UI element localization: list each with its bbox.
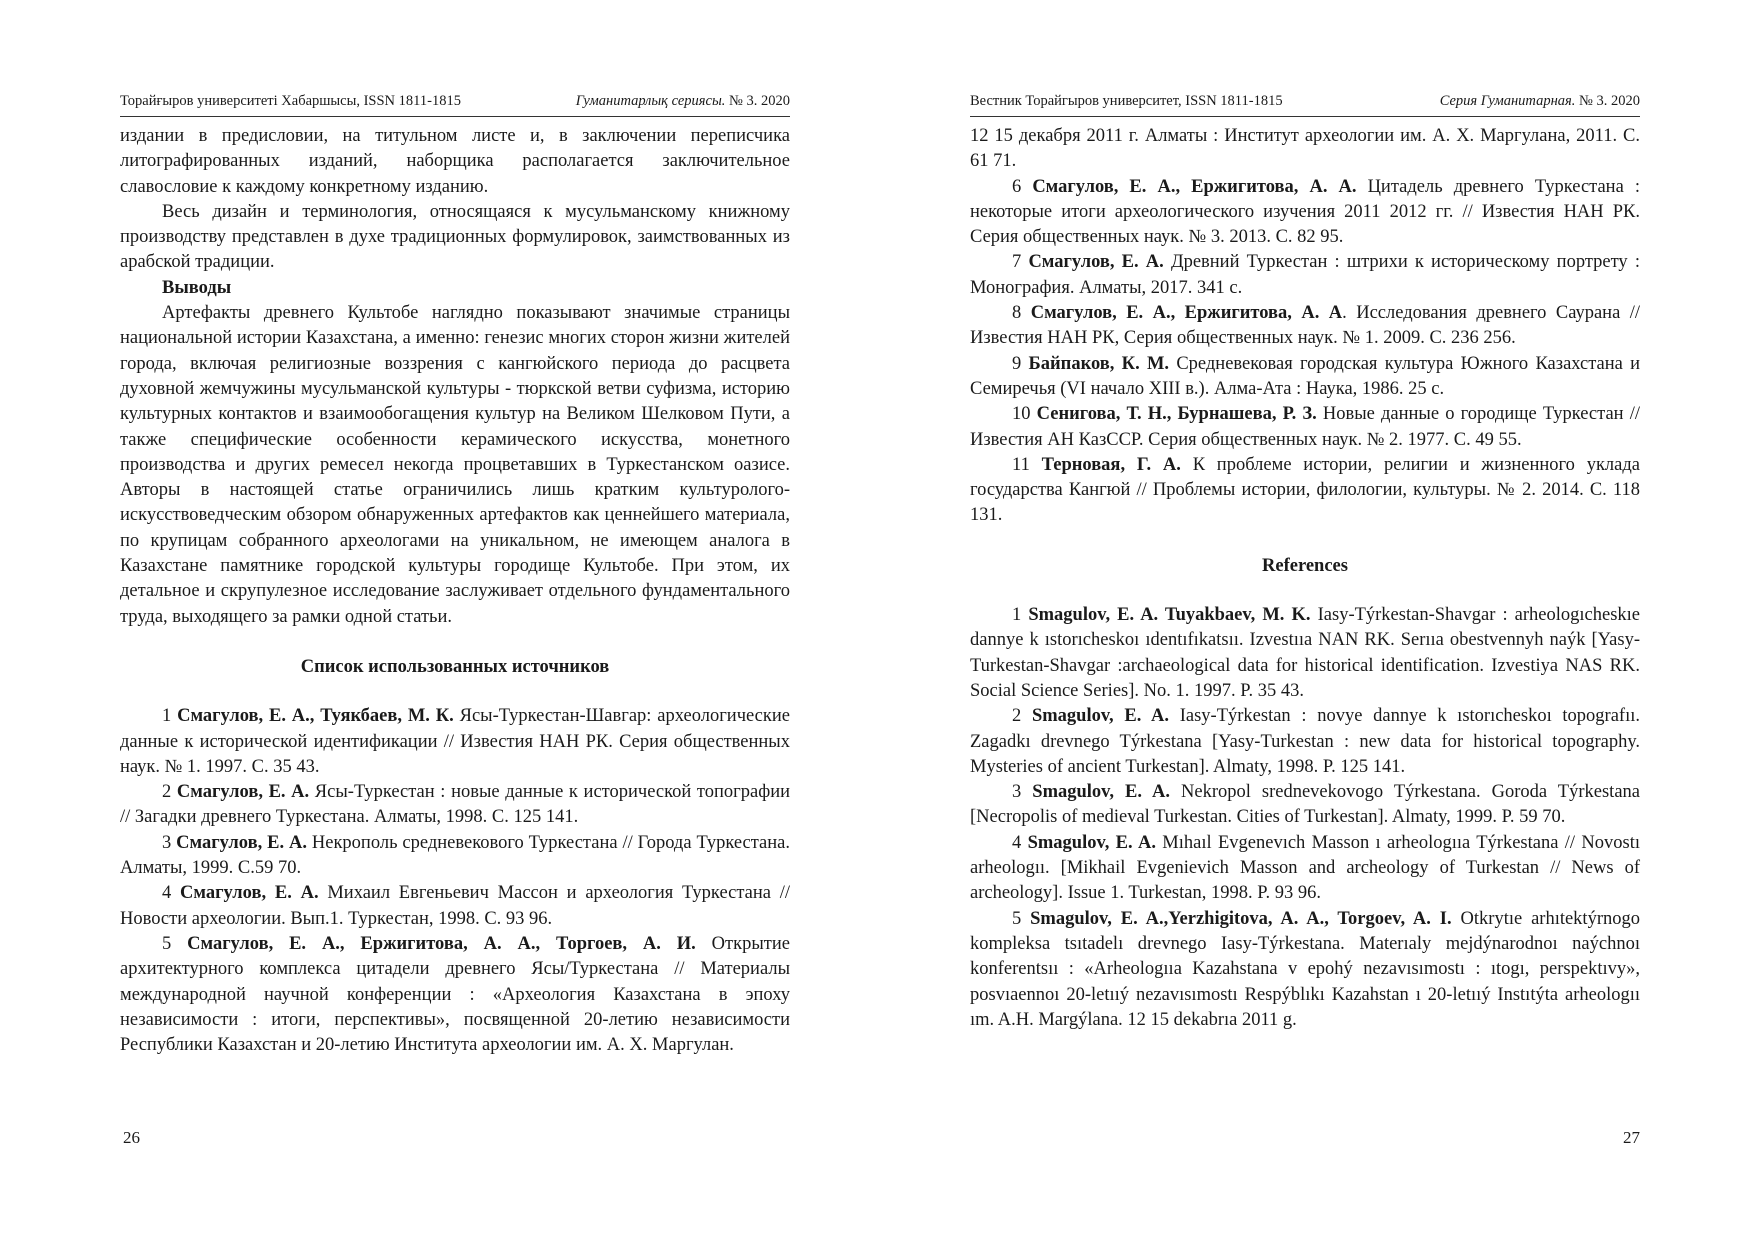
ref-text: К проблеме истории, религии и жизненного уклада государства Кангюй // Проблемы истории, филологии, культуры. № 2. 2014. С. 118 131. — [970, 454, 1640, 526]
ref-number: 5 — [162, 933, 172, 954]
ref-text: Средневековая городская культура Южного Казахстана и Семиречья (VI начало XIII в.). Алма-Ата : Наука, 1986. 25 с. — [970, 353, 1641, 399]
reference-item — [970, 402, 1640, 453]
ref-text: Nekropol srednevekovogo Týrkestana. Goroda Týrkestana [Necropolis of medieval Turkestan. Cities of Turkestan]. Almaty, 1999. P. 59 70. — [970, 782, 1640, 828]
reference-item — [120, 780, 790, 831]
ref-authors: Смагулов, Е. А. — [176, 832, 307, 853]
ref-number: 8 — [1012, 303, 1022, 324]
reference-item — [120, 932, 790, 1058]
ref-authors: Терновая, Г. А. — [1041, 454, 1181, 475]
reference-item — [970, 250, 1640, 301]
page-number: 27 — [1623, 1128, 1640, 1147]
reference-item — [970, 780, 1640, 831]
right-page — [970, 0, 1640, 1241]
issue-number: № 3. 2020 — [1579, 93, 1640, 109]
ref-authors: Смагулов, Е. А., Туякбаев, М. К. — [177, 706, 454, 727]
page-number: 26 — [123, 1128, 140, 1147]
ref-text: Iasy-Týrkestan : novye dannye k ıstorıcheskoı topografıı. Zagadkı drevnego Týrkestana [Yasy-Turkestan : new data for historical topography. Mysteries of ancient Turkestan]. Almaty, 1998. P. 125 141. — [970, 706, 1640, 777]
ref-number: 1 — [162, 706, 172, 727]
reference-item — [120, 831, 790, 882]
ref-authors: Смагулов, Е. А. — [176, 782, 310, 803]
reference-item — [970, 175, 1640, 251]
ref-authors: Смагулов, Е. А. — [1028, 252, 1164, 273]
ref-text: Iasy-Týrkestan-Shavgar : arheologıcheskıe dannye k ıstorıcheskoı ıdentıfıkatsıı. Izvestııa NAN RK. Serııa obestvennyh naýk [Yasy-Turkestan-Shavgar :archaeological data for historical identification. Izvestiya NAS RK. Social Science Series]. No. 1. 1997. P. 35 43. — [970, 605, 1640, 701]
reference-item — [970, 352, 1640, 403]
series-name: Гуманитарлық сериясы. — [575, 93, 726, 109]
ref-authors: Смагулов, Е. А., Ержигитова, А. А. — [1032, 176, 1357, 197]
ref-authors: Smagulov, E. A. — [1027, 832, 1156, 853]
series-issue — [576, 93, 790, 110]
reference-item — [970, 453, 1640, 529]
ref-authors: Сенигова, Т. Н., Бурнашева, Р. З. — [1036, 404, 1317, 425]
ref-text: Цитадель древнего Туркестана : некоторые итоги археологического изучения 2011 2012 гг. // Известия НАН РК. Серия общественных наук. № 3. 2013. С. 82 95. — [970, 176, 1640, 248]
ref-number: 7 — [1012, 252, 1022, 273]
ref-number: 5 — [1012, 908, 1022, 929]
paragraph: Артефакты древнего Культобе наглядно показывают значимые страницы национальной истории Казахстана, а именно: генезис многих сторон жизни жителей города, включая религиозные воззрения с кангюйского периода до расцвета духовной жемчужины мусульманской культуры - тюркской ветви суфизма, историю культурных контактов и взаимообогащения культур на Великом Шелковом Пути, а также специфические особенности керамического искусства, монетного производства и других ремесел некогда процветавших в Туркестанском оазисе. Авторы в настоящей статье ограничились лишь кратким культуролого-искусствоведческим обзором обнаруженных артефактов как ценнейшего материала, по крупицам собранного археологами на уникальном, не имеющем аналога в Казахстане памятнике городской культуры городище Культобе. При этом, их детальное и скрупулезное исследование заслуживает отдельного фундаментального труда, выходящего за рамки одной статьи. — [120, 303, 790, 627]
series-issue — [1440, 93, 1640, 110]
sources-heading: Список использованных источников — [300, 656, 610, 677]
reference-item — [120, 881, 790, 932]
paragraph: издании в предисловии, на титульном листе и, в заключении переписчика литографированных изданий, наборщика располагается заключительное славословие к каждому конкретному изданию. — [120, 126, 790, 197]
reference-item — [970, 603, 1640, 704]
left-page-body — [120, 124, 790, 1058]
ref-text: Новые данные о городище Туркестан // Известия АН КазССР. Серия общественных наук. № 2. 1977. С. 49 55. — [970, 404, 1640, 450]
ref-authors: Байпаков, К. М. — [1028, 353, 1170, 374]
ref-authors: Smagulov, E. A.,Yerzhigitova, A. A., Torgoev, A. I. — [1030, 908, 1452, 929]
ref-number: 1 — [1012, 605, 1022, 626]
ref-text: Ясы-Туркестан : новые данные к исторической топографии // Загадки древнего Туркестана. Алматы, 1998. С. 125 141. — [120, 782, 791, 828]
ref-text: . Исследования древнего Саурана // Известия НАН РК, Серия общественных наук. № 1. 2009. С. 236 256. — [970, 303, 1641, 349]
ref-number: 9 — [1012, 353, 1022, 374]
running-header-right — [970, 92, 1640, 117]
ref-text: Mıhaıl Evgenevıch Masson ı arheologııa Týrkestana // Novostı arheologıı. [Mikhail Evgenievich Masson and archeology of Turkestan // News of archeology]. Issue 1. Turkestan, 1998. P. 93 96. — [970, 832, 1640, 904]
ref-authors: Смагулов, Е. А., Ержигитова, А. А — [1030, 303, 1343, 324]
journal-title: Вестник Торайгыров университет, ISSN 1811-1815 — [970, 93, 1283, 109]
reference-item — [970, 704, 1640, 780]
ref-authors: Смагулов, Е. А. — [180, 883, 319, 904]
ref-authors: Смагулов, Е. А., Ержигитова, А. А., Торгоев, А. И. — [187, 933, 696, 954]
ref-number: 11 — [1012, 454, 1030, 475]
paragraph: Весь дизайн и терминология, относящаяся к мусульманскому книжному производству представлен в духе традиционных формулировок, заимствованных из арабской традиции. — [120, 201, 790, 273]
conclusions-heading: Выводы — [162, 277, 232, 298]
ref-authors: Smagulov, E. A. — [1032, 782, 1170, 803]
ref-number: 6 — [1012, 176, 1022, 197]
ref-number: 2 — [162, 782, 172, 803]
ref-text: Открытие архитектурного комплекса цитадели древнего Ясы/Туркестана // Материалы международной научной конференции : «Археология Казахстана в эпоху независимости : итоги, перспективы», посвященной 20-летию независимости Республики Казахстан и 20-летию Института археологии им. А. Х. Маргулан. — [120, 933, 790, 1056]
references-heading: References — [1262, 555, 1348, 576]
ref-text: Некрополь средневекового Туркестана // Города Туркестана. Алматы, 1999. С.59 70. — [120, 832, 790, 879]
ref-number: 4 — [162, 883, 172, 904]
ref-authors: Smagulov, E. A. Tuyakbaev, M. K. — [1028, 605, 1311, 626]
ref-number: 2 — [1012, 706, 1022, 727]
reference-item — [970, 907, 1640, 1033]
reference-item — [120, 704, 790, 780]
ref-text: Древний Туркестан : штрихи к историческому портрету : Монография. Алматы, 2017. 341 с. — [970, 252, 1640, 298]
journal-title: Торайғыров университеті Хабаршысы, ISSN 1811-1815 — [120, 93, 461, 109]
reference-item — [970, 301, 1640, 352]
ref-authors: Smagulov, E. A. — [1031, 706, 1170, 727]
reference-continuation: 12 15 декабря 2011 г. Алматы : Институт археологии им. А. Х. Маргулана, 2011. С. 61 71. — [970, 126, 1640, 172]
ref-number: 3 — [162, 832, 172, 853]
issue-number: № 3. 2020 — [729, 93, 790, 109]
ref-number: 4 — [1012, 832, 1022, 853]
right-page-body — [970, 124, 1640, 1033]
running-header-left — [120, 92, 790, 117]
series-name: Серия Гуманитарная. — [1439, 93, 1576, 109]
ref-number: 10 — [1012, 404, 1031, 425]
ref-number: 3 — [1012, 782, 1022, 803]
ref-text: Михаил Евгеньевич Массон и археология Туркестана // Новости археологии. Вып.1. Туркестан, 1998. С. 93 96. — [120, 883, 791, 929]
ref-text: Ясы-Туркестан-Шавгар: археологические данные к исторической идентификации // Известия НАН РК. Серия общественных наук. № 1. 1997. С. 35 43. — [120, 706, 790, 777]
reference-item — [970, 831, 1640, 907]
left-page — [120, 0, 790, 1241]
ref-text: Otkrytıe arhıtektýrnogo kompleksa tsıtadelı drevnego Iasy-Týrkestana. Materıaly mejdýnarodnoı naýchnoı konferentsıı : «Arheologııa Kazahstana v epohý nezavısımostı : ıtogı, perspektıvy», posvıaennoı 20-letııý nezavısımostı Respýblıkı Kazahstan ı 20-letııý Instıtýta arheologıı ım. A.H. Margýlana. 12 15 dekabrıa 2011 g. — [970, 908, 1640, 1030]
